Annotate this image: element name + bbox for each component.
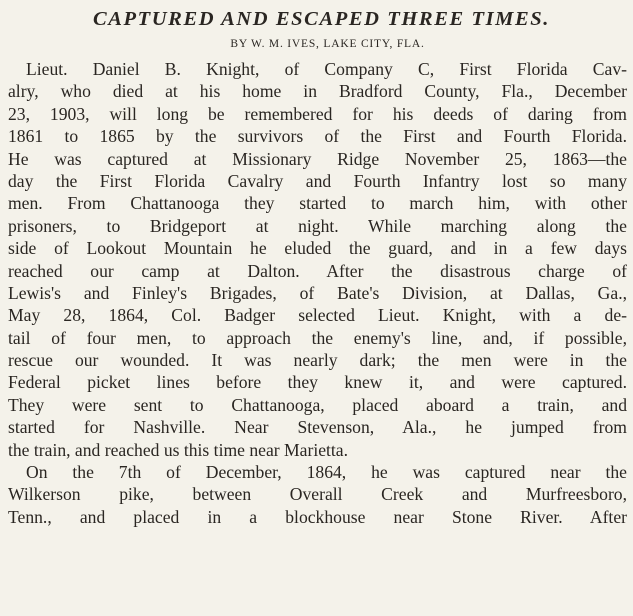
paragraph-1	[8, 58, 627, 461]
paragraph-2	[8, 461, 627, 528]
text-line: On the 7th of December, 1864, he was captured near the	[26, 462, 627, 483]
article-title: CAPTURED AND ESCAPED THREE TIMES.	[92, 8, 550, 30]
text-line: Lieut. Daniel B. Knight, of Company C, First Florida Cav-	[26, 59, 627, 79]
article-byline: BY W. M. IVES, LAKE CITY, FLA.	[230, 38, 425, 50]
text-line: tail of four men, to approach the enemy's line, and, if possible,	[8, 327, 627, 348]
text-line: rescue our wounded. It was nearly dark; the men were in the	[8, 350, 627, 371]
text-line: day the First Florida Cavalry and Fourth Infantry lost so many	[8, 170, 627, 191]
text-line: May 28, 1864, Col. Badger selected Lieut. Knight, with a de-	[8, 305, 627, 326]
text-line: alry, who died at his home in Bradford County, Fla., December	[8, 81, 627, 102]
text-line: started for Nashville. Near Stevenson, Ala., he jumped from	[8, 417, 627, 438]
text-line: Lewis's and Finley's Brigades, of Bate's Division, at Dallas, Ga.,	[8, 282, 627, 303]
text-line: Tenn., and placed in a blockhouse near Stone River. After	[8, 506, 627, 527]
text-line: 1861 to 1865 by the survivors of the First and Fourth Florida.	[8, 126, 627, 147]
text-line: side of Lookout Mountain he eluded the guard, and in a few days	[8, 238, 627, 259]
text-line: men. From Chattanooga they started to march him, with other	[8, 193, 627, 214]
text-line: He was captured at Missionary Ridge November 25, 1863—the	[8, 148, 627, 169]
text-line: prisoners, to Bridgeport at night. While marching along the	[8, 215, 627, 236]
text-line: 23, 1903, will long be remembered for his deeds of daring from	[8, 103, 627, 124]
text-line: Federal picket lines before they knew it, and were captured.	[8, 372, 627, 393]
text-line: They were sent to Chattanooga, placed aboard a train, and	[8, 394, 627, 415]
text-line: Wilkerson pike, between Overall Creek and Murfreesboro,	[8, 484, 627, 505]
text-line: reached our camp at Dalton. After the disastrous charge of	[8, 260, 627, 281]
text-line: the train, and reached us this time near Marietta.	[8, 439, 349, 460]
